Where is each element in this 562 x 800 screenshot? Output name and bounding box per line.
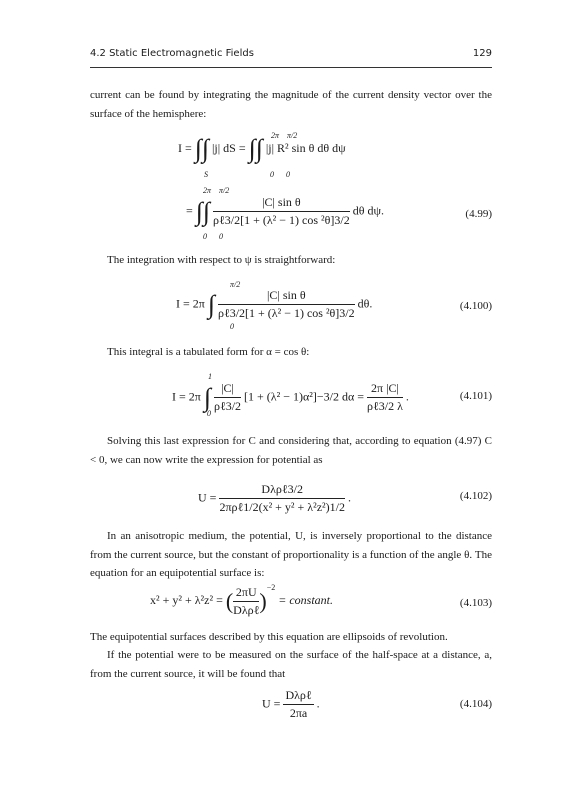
eq2-equals: =: [186, 203, 193, 218]
equation-4-100: [176, 288, 372, 321]
equation-current-surface-integral: [178, 136, 346, 162]
lower-limit-0e: 0: [230, 322, 234, 331]
eq1-lhs: I =: [178, 140, 192, 155]
eq3-fraction: [218, 288, 355, 321]
eq6-denominator: Dλρℓ: [233, 602, 260, 617]
paragraph-5: In an anisotropic medium, the potential, U, is inversely proportional to the distance from the current source, but the constant of proportionality is a function of the angle θ. The equation for an equipotential surface is:: [90, 530, 492, 579]
eq2-fraction: [213, 195, 350, 228]
eq2-tail: dθ dψ.: [352, 203, 384, 218]
paragraph-2: The integration with respect to ψ is straightforward:: [107, 254, 336, 266]
equation-4-104: [262, 688, 320, 721]
eq5-numerator: Dλρℓ3/2: [219, 482, 345, 499]
paragraph-4: Solving this last expression for C and considering that, according to equation (4.97) C < 0, we can now write the expression for potential as: [90, 435, 492, 466]
page-number: 129: [472, 48, 492, 59]
eq7-denominator: 2πa: [289, 706, 308, 720]
eq7-fraction: [283, 688, 313, 721]
eq4-middle: [1 + (λ² − 1)α²]−3/2 dα =: [244, 389, 365, 404]
right-paren: ): [259, 588, 267, 614]
eq-number-4-99: (4.99): [465, 208, 492, 220]
upper-limit-1: 1: [208, 372, 212, 381]
left-paren: (: [225, 588, 234, 614]
eq2-denominator: ρℓ3/2[1 + (λ² − 1) cos ²θ]3/2: [213, 213, 350, 227]
eq6-fraction: [233, 585, 259, 618]
lower-limit-0b: 0: [286, 170, 290, 179]
integral-sign: ∫: [207, 289, 215, 319]
paragraph-6: The equipotential surfaces described by this equation are ellipsoids of revolution.: [90, 631, 448, 643]
lower-limit-0a: 0: [270, 170, 274, 179]
upper-limit-2pi-b: 2π: [203, 186, 212, 195]
eq4-fraction-right: [367, 381, 403, 414]
upper-limit-2pi: 2π: [271, 131, 280, 140]
eq6-lhs: x² + y² + λ²z² =: [150, 593, 223, 607]
eq2-numerator: |C| sin θ: [213, 195, 350, 212]
eq5-fraction: [219, 482, 345, 515]
integral-sign-2: ∫: [203, 382, 211, 412]
eq3-numerator: |C| sin θ: [218, 288, 355, 305]
eq-number-4-100: (4.100): [459, 300, 492, 312]
eq-number-4-102: (4.102): [459, 490, 492, 502]
double-integral-sign-3: ∫∫: [195, 196, 211, 226]
eq5-denominator: 2πρℓ1/2(x² + y² + λ²z²)1/2: [219, 500, 345, 514]
eq6-exponent: −2: [266, 583, 276, 592]
equation-4-102: [198, 482, 351, 515]
eq6-numerator: 2πU: [233, 585, 259, 602]
limit-S: S: [204, 170, 208, 179]
eq3-denominator: ρℓ3/2[1 + (λ² − 1) cos ²θ]3/2: [217, 306, 355, 320]
eq-number-4-104: (4.104): [459, 698, 492, 710]
running-header: [90, 48, 492, 64]
eq7-tail: .: [316, 696, 320, 711]
equation-4-99: [186, 195, 384, 228]
eq4-right-numerator: 2π |C|: [367, 381, 403, 398]
eq1-rhs: |j| R² sin θ dθ dψ: [265, 140, 346, 155]
header-rule: [90, 67, 492, 68]
upper-limit-pi2: π/2: [287, 131, 298, 140]
upper-limit-pi2-c: π/2: [230, 280, 241, 289]
equation-4-103: [150, 583, 333, 618]
paragraph-3: This integral is a tabulated form for α = cos θ:: [107, 346, 310, 358]
eq4-tail: .: [405, 389, 409, 404]
eq5-lhs: U =: [198, 490, 217, 505]
eq-number-4-103: (4.103): [459, 597, 492, 609]
eq1-middle: |j| dS =: [212, 140, 246, 155]
double-integral-sign-2: ∫∫: [248, 134, 263, 163]
eq3-lhs: I = 2π: [176, 296, 205, 311]
eq4-lhs: I = 2π: [172, 389, 201, 404]
eq4-left-denominator: ρℓ3/2: [213, 399, 242, 413]
eq-number-4-101: (4.101): [459, 390, 492, 402]
eq7-lhs: U =: [262, 696, 281, 711]
lower-limit-0c: 0: [203, 232, 207, 241]
paragraph-7: If the potential were to be measured on the surface of the half-space at a distance, a, from the current source, it will be found that: [90, 649, 492, 680]
eq4-left-numerator: |C|: [214, 381, 241, 398]
eq3-tail: dθ.: [357, 296, 373, 311]
upper-limit-pi2-b: π/2: [219, 186, 230, 195]
lower-limit-0d: 0: [219, 232, 223, 241]
eq7-numerator: Dλρℓ: [283, 688, 313, 705]
section-title: 4.2 Static Electromagnetic Fields: [90, 48, 254, 59]
paragraph-1: current can be found by integrating the magnitude of the current density vector over the surface of the hemisphere:: [90, 89, 492, 120]
eq6-rhs: = constant.: [278, 593, 334, 607]
eq4-right-denominator: ρℓ3/2 λ: [367, 399, 403, 413]
double-integral-sign: ∫∫: [194, 134, 210, 163]
eq4-fraction-left: [214, 381, 241, 414]
eq5-tail: .: [347, 490, 351, 505]
lower-limit-0f: 0: [207, 409, 211, 418]
